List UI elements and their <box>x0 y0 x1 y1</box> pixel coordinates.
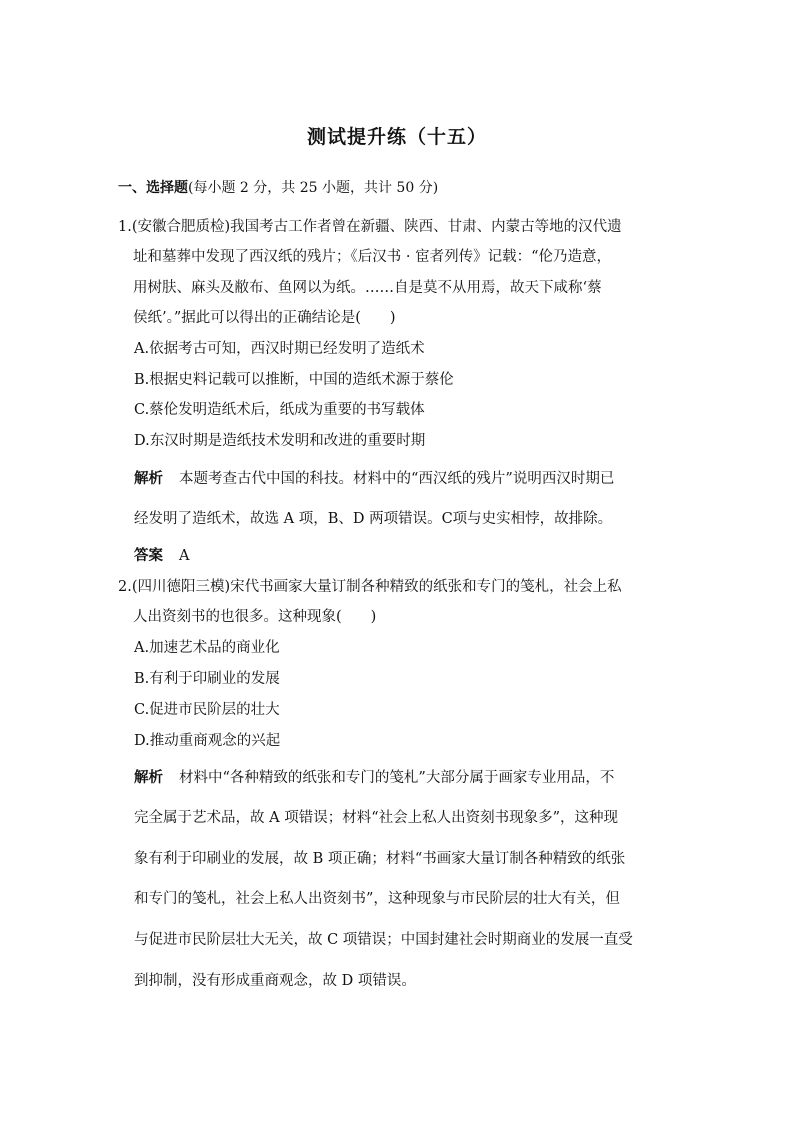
q1-answer <box>134 546 189 566</box>
section-heading <box>118 177 438 197</box>
q1-option-a: A.依据考古可知，西汉时期已经发明了造纸术 <box>134 341 425 357</box>
q2-analysis-line: 完全属于艺术品，故 A 项错误；材料“社会上私人出资刻书现象多”，这种现 <box>134 810 619 826</box>
q1-analysis-line: 经发明了造纸术，故选 A 项，B、D 两项错误。C项与史实相悖，故排除。 <box>134 511 613 527</box>
section-label: 一、选择题 <box>118 180 188 196</box>
q2-stem-line: 2.(四川德阳三模)宋代书画家大量订制各种精致的纸张和专门的笺札，社会上私 <box>118 579 622 595</box>
q1-stem-line: 1.(安徽合肥质检)我国考古工作者曾在新疆、陕西、甘肃、内蒙古等地的汉代遗 <box>118 219 622 235</box>
q2-option-c: C.促进市民阶层的壮大 <box>134 702 280 718</box>
q1-analysis-label: 解析 <box>134 471 163 487</box>
q1-analysis-text: 本题考查古代中国的科技。材料中的“西汉纸的残片”说明西汉时期已 <box>179 471 615 487</box>
q1-stem-line: 址和墓葬中发现了西汉纸的残片；《后汉书 · 宦者列传》记载：“伦乃造意， <box>133 249 611 265</box>
page-title: 测试提升练（十五） <box>306 126 487 148</box>
q2-stem-line: 人出资刻书的也很多。这种现象( ) <box>133 609 377 625</box>
q1-option-d: D.东汉时期是造纸技术发明和改进的重要时期 <box>134 433 426 449</box>
q1-answer-label: 答案 <box>134 548 163 564</box>
q2-analysis-label: 解析 <box>134 770 163 786</box>
q2-option-a: A.加速艺术品的商业化 <box>134 640 280 656</box>
q1-stem-line: 侯纸’。”据此可以得出的正确结论是( ) <box>133 310 396 326</box>
q2-option-b: B.有利于印刷业的发展 <box>134 671 280 687</box>
q2-analysis-line: 到抑制，没有形成重商观念，故 D 项错误。 <box>134 973 416 989</box>
q1-stem-line: 用树肤、麻头及敝布、鱼网以为纸。……自是莫不从用焉，故天下咸称‘蔡 <box>133 280 602 296</box>
q2-analysis-line: 与促进市民阶层壮大无关，故 C 项错误；中国封建社会时期商业的发展一直受 <box>134 932 633 948</box>
q1-answer-value: A <box>179 548 190 564</box>
q2-analysis-text: 材料中“各种精致的纸张和专门的笺札”大部分属于画家专业用品，不 <box>179 770 615 786</box>
q2-analysis-line: 和专门的笺札，社会上私人出资刻书”，这种现象与市民阶层的壮大有关，但 <box>134 891 620 907</box>
q2-option-d: D.推动重商观念的兴起 <box>134 733 281 749</box>
section-note: (每小题 2 分，共 25 小题，共计 50 分) <box>188 180 439 196</box>
q1-option-b: B.根据史料记载可以推断，中国的造纸术源于蔡伦 <box>134 372 454 388</box>
q1-analysis-line <box>134 469 614 489</box>
q2-analysis-line <box>134 768 614 788</box>
q2-analysis-line: 象有利于印刷业的发展，故 B 项正确；材料“书画家大量订制各种精致的纸张 <box>134 851 626 867</box>
q1-option-c: C.蔡伦发明造纸术后，纸成为重要的书写载体 <box>134 402 425 418</box>
